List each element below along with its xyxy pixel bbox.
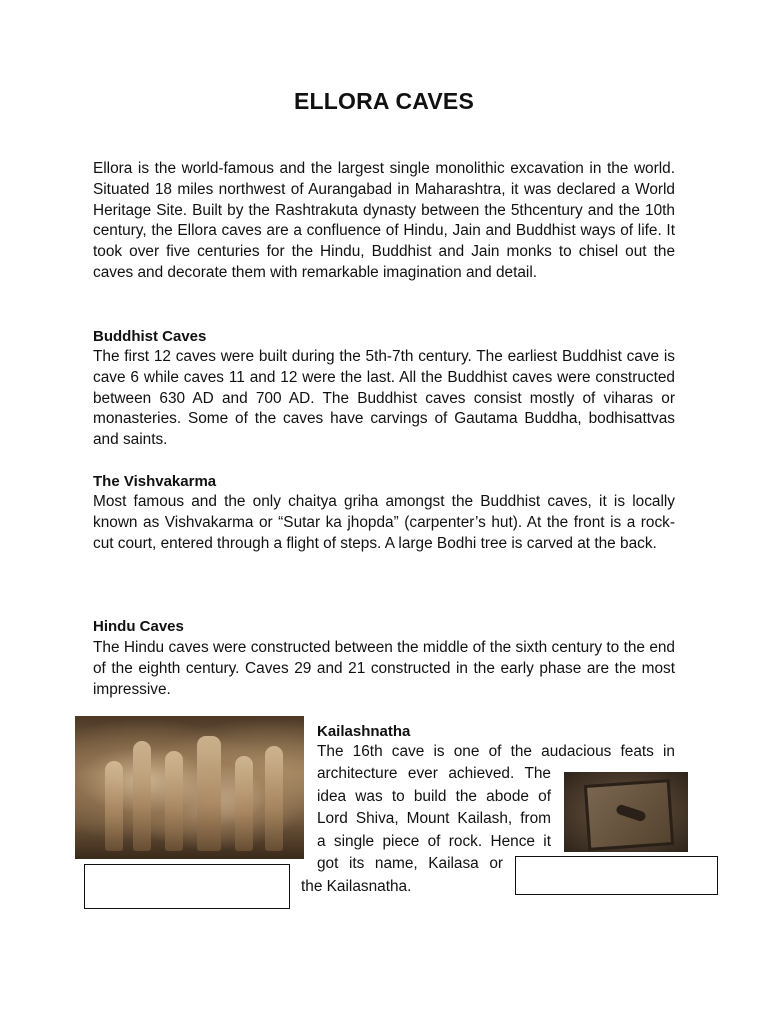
left-caption-box <box>84 864 290 909</box>
kailashnatha-heading: Kailashnatha <box>317 723 411 740</box>
section-heading-hindu-caves: Hindu Caves <box>93 618 184 635</box>
section-heading-buddhist-caves: Buddhist Caves <box>93 328 207 345</box>
kailashnatha-line: The 16th cave is one of the audacious feats in <box>317 743 675 760</box>
intro-paragraph: Ellora is the world-famous and the largest single monolithic excavation in the world. Situated 18 miles northwest of Aurangabad in Maharashtra, it was declared a World Heritage Site. Built by the Rashtrakuta dynasty between the 5thcentury and the 10th century, the Ellora caves are a confluence of Hindu, Jain and Buddhist ways of life. It took over five centuries for the Hindu, Buddhist and Jain monks to chisel out the caves and decorate them with remarkable imagination and detail. <box>93 160 675 281</box>
page-title: ELLORA CAVES <box>293 88 475 114</box>
section-text-hindu-caves: The Hindu caves were constructed between the middle of the sixth century to the end of the eighth century. Caves 29 and 21 constructed in the early phase are the most impressive. <box>93 639 675 698</box>
kailashnatha-line: a single piece of rock. Hence it <box>317 833 551 850</box>
cave-sculpture-photo <box>75 716 304 859</box>
right-caption-box <box>515 856 718 895</box>
kailashnatha-line: Lord Shiva, Mount Kailash, from <box>317 810 551 827</box>
section-text-vishvakarma: Most famous and the only chaitya griha amongst the Buddhist caves, it is locally known as Vishvakarma or “Sutar ka jhopda” (carpenter’s hut). At the front is a rock-cut court, entered through a flight of steps. A large Bodhi tree is carved at the back. <box>93 493 675 552</box>
kailashnatha-line: idea was to build the abode of <box>317 788 551 805</box>
section-heading-vishvakarma: The Vishvakarma <box>93 473 217 490</box>
kailashnatha-line: the Kailasnatha. <box>301 878 412 895</box>
section-text-buddhist-caves: The first 12 caves were built during the 5th-7th century. The earliest Buddhist cave is cave 6 while caves 11 and 12 were the last. All the Buddhist caves were constructed between 630 AD and 700 AD. The Buddhist caves consist mostly of viharas or monasteries. Some of the caves have carvings of Gautama Buddha, bodhisattvas and saints. <box>93 348 675 449</box>
kailashnatha-line: architecture ever achieved. The <box>317 765 551 782</box>
stone-carving-photo <box>564 772 688 852</box>
kailashnatha-line: got its name, Kailasa or <box>317 855 503 872</box>
